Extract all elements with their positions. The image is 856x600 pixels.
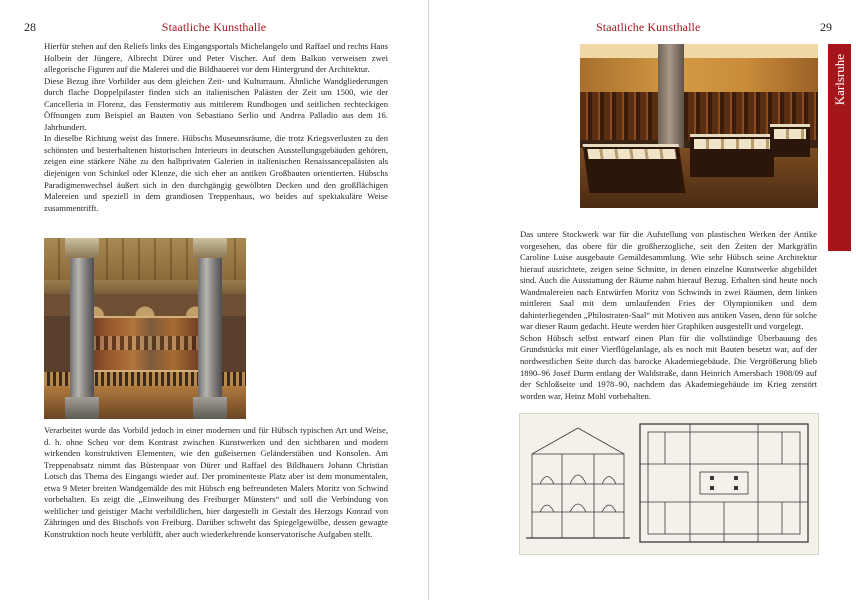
body-text-bottom (44, 425, 388, 540)
architectural-drawing (520, 414, 818, 554)
paragraph: In dieselbe Richtung weist das Innere. Hübschs Museumsräume, die trotz Kriegsverlusten zu den schönsten und besterhaltenen historischen Interieurs in deutschen Ausstellungsgebäuden gehören, zeigen eine stärkere Nähe zu den halbprivaten Galerien in italienischen Renaissancepalästen als diejenigen von Schinkel oder Klenze, die sich eher an antiken Großbauten orientierten. Hübschs Paradigmenwechsel äußert sich in den durchgängig gewölbten Decken und den großflächigen Malereien und speziell in dem grandiosen Treppenhaus, wo beides auf spektakuläre Weise zusammentrifft. (44, 133, 388, 213)
wall-mural (86, 316, 204, 372)
paragraph: Das untere Stockwerk war für die Aufstellung von plastischen Werken der Antike vorgesehen, das obere für die großherzogliche, seit den Zeiten der Markgräfin Caroline Luise ausgebaute Gemäldesammlung. Wie sehr Hübsch seine Architektur hierauf ausrichtete, zeigen seine Schnitte, in denen einzelne Kunstwerke abgebildet sind. Auch die Ausstattung der Räume nahm hierauf Bezug. Erhalten sind heute noch Wandmalereien nach Entwürfen Moritz von Schwinds in zwei Räumen, dem linken mittleren Saal mit dem umlaufenden Fries der Olympioniken und dem dahinterliegenden „Philostraten-Saal“ mit Motiven aus antiken Vasen, denn für solche war dieser Raum gedacht. Heute werden hier Graphiken ausgestellt und vorgelegt. (520, 229, 817, 332)
staircase-photo (44, 238, 246, 419)
display-case (770, 124, 810, 157)
side-tab (828, 44, 851, 251)
running-head-left: Staatliche Kunsthalle (161, 20, 267, 34)
stone-pillar (658, 44, 684, 150)
paragraph: Verarbeitet wurde das Vorbild jedoch in einer modernen und für Hübsch typischen Art und Weise, d. h. ohne Scheu vor dem Kontrast zwischen Kunstwerken und den sichtbaren und modern wirkenden konstruktiven Elementen, wie den gußeisernen Geländerstäben und Konsolen. Am Treppenabsatz nimmt das Büstenpaar von Dürer und Raffael des Bildhauers Johann Christian Lotsch das Thema des Eingangs wieder auf. Der prominenteste Platz aber ist dem monumentalen, etwa 9 Meter breiten Wandgemälde des mit Hübsch eng befreundeten Malers Moritz von Schwind vorbehalten. Es zeigt die „Einweihung des Freiburger Münsters“ und soll die Verbindung von weltlicher und geistiger Macht verbildlichen, hier dargestellt in Gestalt des Herzogs Konrad von Zähringen und des Bischofs von Freiburg. Darüber schwebt das Spiegelgewölbe, dessen gewagte Konstruktion noch heute verblüfft, aber auch wiederkehrende konservatorische Aufgaben stellt. (44, 425, 388, 539)
marble-column-right (198, 238, 222, 419)
right-page (429, 0, 856, 600)
exhibition-room-photo (580, 44, 818, 208)
page-number-left: 28 (24, 20, 36, 34)
paragraph: Diese Bezug ihre Vorbilder aus dem gleichen Zeit- und Kulturraum. Ähnliche Wandgliederungen durch flache Doppelpilaster finden sich an italienischen Palästen der Zeit um 1500, wie der Cancelleria in Florenz, das Fenstermotiv aus mittlerem Rundbogen und seitlichen rechteckigen Öffnungen zum Beispiel an Bauten von Sebastiano Serlio und Andrea Palladio aus dem 16. Jahrhundert. (44, 75, 388, 132)
running-head-right: Staatliche Kunsthalle (596, 20, 701, 34)
display-case (583, 144, 686, 193)
display-case (690, 134, 774, 177)
section-and-floor-plan-drawing (519, 413, 819, 555)
marble-column-left (70, 238, 94, 419)
paragraph: Hierfür stehen auf den Reliefs links des Eingangsportals Michelangelo und Raffael und rechts Hans Holbein der Jüngere, Albrecht Dürer und Peter Vischer. Auf dem Balkon verweisen zwei allegorische Figuren auf die Malerei und die Bildhauerei vor dem Hintergrund der Architektur. (44, 41, 388, 75)
body-text-right (520, 229, 817, 402)
paragraph: Schon Hübsch selbst entwarf einen Plan für die vollständige Überbauung des Grundstücks mit einer Vierflügelanlage, als es noch mit Bauten besetzt war, auf der nordwestlichen Seite durch das barocke Akademiegebäude. Die Vergrößerung blieb 1890–96 Josef Durm entlang der Waldstraße, dann Heinrich Amersbach 1908/09 auf der Schloßseite und 1978–90, nachdem das Akademiegebäude im Krieg zerstört worden war, Heinz Mohl vorbehalten. (520, 332, 817, 401)
page-number-right: 29 (820, 20, 832, 34)
body-text-top (44, 41, 388, 214)
side-tab-label: Karlsruhe (832, 54, 847, 106)
